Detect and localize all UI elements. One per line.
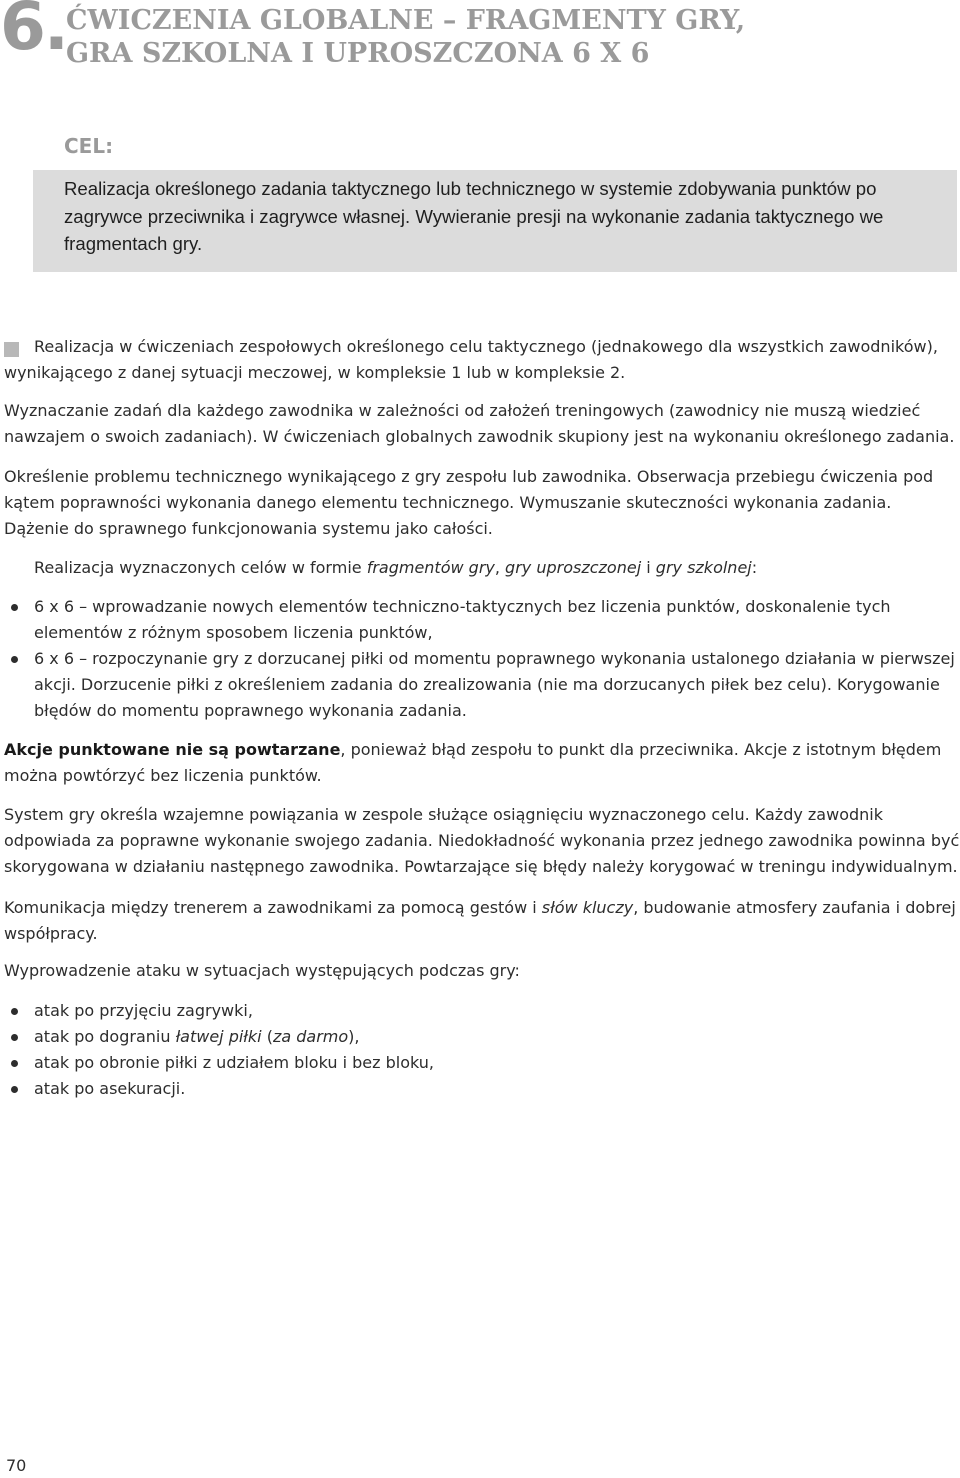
- chapter-number: 6.: [0, 0, 67, 65]
- paragraph-3: Określenie problemu technicznego wynikającego z gry zespołu lub zawodnika. Obserwacja przebiegu ćwiczenia pod kątem poprawności wykonania danego elementu technicznego. Wymuszanie skuteczności wykonania zadania. Dążenie do sprawnego funkcjonowania systemu jako całości.: [4, 467, 934, 538]
- paragraph-7: [4, 895, 960, 947]
- goal-label: CEL:: [64, 134, 114, 158]
- list-item: [4, 1076, 960, 1102]
- p4-italic-3: gry szkolnej: [655, 558, 752, 577]
- p7-suffix: , budowanie atmosfery zaufania i dobrej współpracy.: [4, 898, 956, 943]
- chapter-title-line-2: GRA SZKOLNA I UPROSZCZONA 6 X 6: [66, 38, 650, 69]
- list-item-text: atak po obronie piłki z udziałem bloku i bez bloku,: [34, 1053, 434, 1072]
- paragraph-5: [4, 737, 960, 789]
- p4-prefix: Realizacja wyznaczonych celów w formie: [34, 558, 367, 577]
- page-number: 70: [6, 1456, 27, 1475]
- p4-suffix: :: [751, 558, 758, 577]
- list-item-text: 6 x 6 – wprowadzanie nowych elementów techniczno-taktycznych bez liczenia punktów, doskonalenie tych elementów z różnym sposobem liczenia punktów,: [34, 597, 891, 642]
- bullet-icon: [11, 656, 18, 663]
- list-item: [4, 998, 960, 1024]
- bullet-icon: [11, 1060, 18, 1067]
- p4-sep-1: ,: [494, 558, 506, 577]
- list-item-text: atak po przyjęciu zagrywki,: [34, 1001, 253, 1020]
- p7-italic: słów kluczy: [541, 898, 634, 917]
- list-item-italic-1: łatwej piłki: [175, 1027, 262, 1046]
- list-item-text: 6 x 6 – rozpoczynanie gry z dorzucanej piłki od momentu poprawnego wykonania ustalonego działania w pierwszej akcji. Dorzucenie piłki z określeniem zadania do zrealizowania (nie ma dorzucanych piłek bez celu). Korygowanie błędów do momentu poprawnego wykonania zadania.: [34, 649, 955, 720]
- list-item-text: atak po asekuracji.: [34, 1079, 186, 1098]
- list-item: [4, 1024, 960, 1050]
- paragraph-4: [4, 555, 960, 581]
- goal-box: [33, 170, 957, 272]
- paragraph-6: System gry określa wzajemne powiązania w zespole służące osiągnięciu wyznaczonego celu. Każdy zawodnik odpowiada za poprawne wykonanie swojego zadania. Niedokładność wykonania przez jednego zawodnika powinna być skorygowana w działaniu następnego zawodnika. Powtarzające się błędy należy korygować w treningu indywidualnym.: [4, 805, 960, 876]
- paragraph-2: Wyznaczanie zadań dla każdego zawodnika w zależności od założeń treningowych (zawodnicy nie muszą wiedzieć nawzajem o swoich zadaniach). W ćwiczeniach globalnych zawodnik skupiony jest na wykonaniu określonego zadania.: [4, 401, 955, 446]
- list-attacks: [4, 998, 960, 1102]
- list-item-suffix: ),: [348, 1027, 360, 1046]
- p4-italic-2: gry uproszczonej: [505, 558, 642, 577]
- p4-italic-1: fragmentów gry: [366, 558, 495, 577]
- paragraph-8: Wyprowadzenie ataku w sytuacjach występujących podczas gry:: [4, 961, 520, 980]
- list-formats: [4, 594, 960, 724]
- bullet-icon: [11, 1008, 18, 1015]
- p4-sep-2: i: [641, 558, 656, 577]
- list-item: [4, 594, 960, 646]
- p5-bold: Akcje punktowane nie są powtarzane: [4, 740, 341, 759]
- chapter-title: [66, 4, 946, 70]
- list-item-italic-2: za darmo: [272, 1027, 349, 1046]
- goal-text: Realizacja określonego zadania taktycznego lub technicznego w systemie zdobywania punktów po zagrywce przeciwnika i zagrywce własnej. Wywieranie presji na wykonanie zadania taktycznego we fragmentach gry.: [64, 178, 884, 254]
- list-item-text-prefix: atak po dograniu: [34, 1027, 176, 1046]
- list-item: [4, 1050, 960, 1076]
- p5-rest: , ponieważ błąd zespołu to punkt dla przeciwnika. Akcje z istotnym błędem można powtórzyć bez liczenia punktów.: [4, 740, 942, 785]
- chapter-title-line-1: ĆWICZENIA GLOBALNE – FRAGMENTY GRY,: [66, 5, 746, 36]
- bullet-icon: [11, 604, 18, 611]
- p7-prefix: Komunikacja między trenerem a zawodnikami za pomocą gestów i: [4, 898, 542, 917]
- bullet-icon: [11, 1086, 18, 1093]
- list-item-mid: (: [261, 1027, 273, 1046]
- list-item: [4, 646, 960, 724]
- bullet-icon: [11, 1034, 18, 1041]
- paragraph-1: Realizacja w ćwiczeniach zespołowych określonego celu taktycznego (jednakowego dla wszystkich zawodników), wynikającego z danej sytuacji meczowej, w kompleksie 1 lub w kompleksie 2.: [4, 337, 938, 382]
